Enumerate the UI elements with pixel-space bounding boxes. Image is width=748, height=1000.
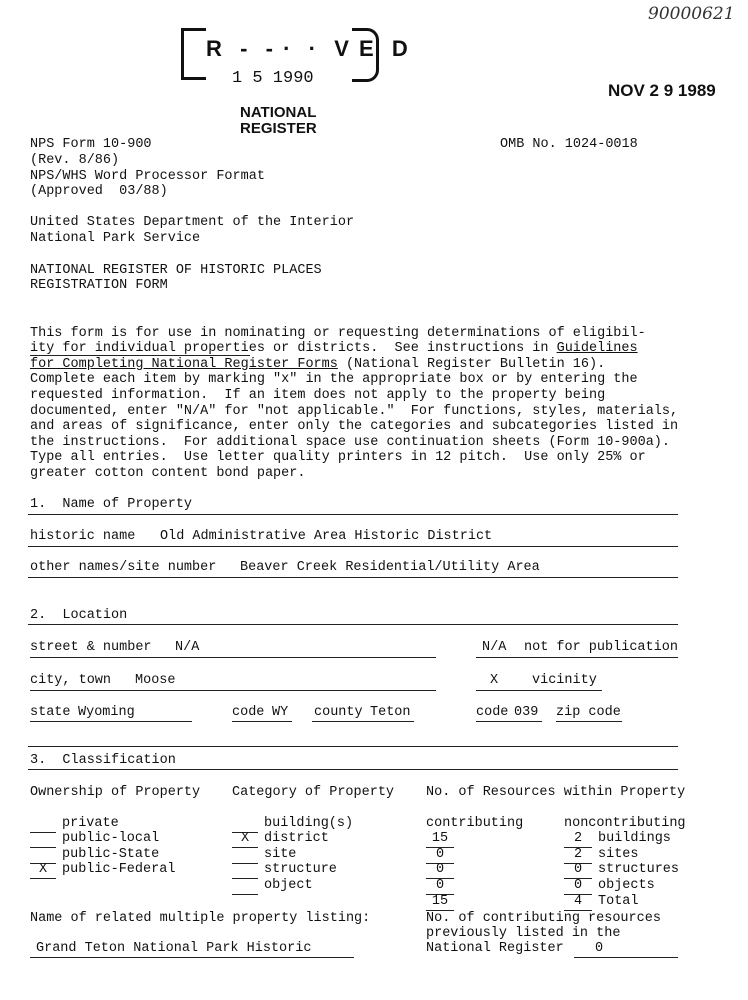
ownership-public-local-label: public-local	[62, 831, 160, 846]
form-approved: (Approved 03/88)	[30, 184, 168, 199]
noncontributing-structures[interactable]: 0	[573, 862, 583, 877]
ownership-public-local-blank	[30, 847, 56, 848]
department-line-1: United States Department of the Interior	[30, 215, 355, 230]
previously-listed-line-2: previously listed in the	[426, 926, 621, 941]
section-2-rule	[28, 624, 678, 625]
stamp-date: 1 5 1990	[232, 69, 314, 88]
category-heading: Category of Property	[232, 785, 395, 800]
not-for-publication-mark[interactable]: N/A	[482, 640, 507, 655]
resources-heading: No. of Resources within Property	[426, 785, 686, 800]
vicinity-rule	[476, 690, 602, 691]
form-revision: (Rev. 8/86)	[30, 153, 120, 168]
instructions-paragraph: This form is for use in nominating or requesting determinations of eligibil- ity for individual properties or districts. See instructions in Guidelines for Completing National Register Forms (National Register Bulletin 16). Complete each item by marking "x" in the appropriate box or by entering the requested information. If an item does not apply to the property being documented, enter "N/A" for "not applicable." For functions, styles, materials, and areas of significance, enter only the categories and subcategories listed in the instructions. For additional space use continuation sheets (Form 10-900a). Type all entries. Use letter quality printers in 12 pitch. Use only 25% or greater cotton content bond paper.	[30, 325, 679, 481]
noncontributing-sites[interactable]: 2	[573, 847, 583, 862]
form-title-line-1: NATIONAL REGISTER OF HISTORIC PLACES	[30, 263, 322, 278]
state-rule	[30, 721, 192, 722]
resource-buildings-label: buildings	[598, 831, 671, 846]
contributing-objects[interactable]: 0	[435, 878, 445, 893]
previously-listed-rule	[574, 957, 678, 958]
not-for-publication-rule	[476, 657, 678, 658]
county-rule	[312, 721, 414, 722]
guidelines-underline	[30, 355, 250, 356]
section-3-heading: 3. Classification	[30, 753, 176, 768]
category-buildings-label: building(s)	[264, 816, 354, 831]
historic-name-field[interactable]: Old Administrative Area Historic District	[160, 529, 493, 544]
other-names-label: other names/site number	[30, 560, 217, 575]
stamp-register: REGISTER	[240, 120, 317, 137]
state-label: state	[30, 705, 71, 720]
state-code-field[interactable]: WY	[272, 705, 289, 720]
category-structure-blank	[232, 878, 258, 879]
form-number: NPS Form 10-900	[30, 137, 152, 152]
category-site-label: site	[264, 847, 297, 862]
county-code-rule	[476, 721, 542, 722]
form-title-line-2: REGISTRATION FORM	[30, 278, 168, 293]
resource-objects-label: objects	[598, 878, 655, 893]
street-field[interactable]: N/A	[175, 640, 200, 655]
department-line-2: National Park Service	[30, 231, 201, 246]
contributing-buildings[interactable]: 15	[431, 831, 449, 846]
other-names-field[interactable]: Beaver Creek Residential/Utility Area	[240, 560, 540, 575]
street-rule	[30, 657, 436, 658]
noncontributing-objects[interactable]: 0	[573, 878, 583, 893]
section-2-heading: 2. Location	[30, 608, 128, 623]
ownership-heading: Ownership of Property	[30, 785, 201, 800]
street-label: street & number	[30, 640, 152, 655]
state-code-rule	[232, 721, 292, 722]
contributing-total[interactable]: 15	[431, 894, 449, 909]
resource-structures-label: structures	[598, 862, 680, 877]
noncontributing-heading: noncontributing	[564, 816, 686, 831]
previously-listed-line-1: No. of contributing resources	[426, 911, 661, 926]
vicinity-mark[interactable]: X	[490, 673, 499, 688]
category-object-blank	[232, 894, 258, 895]
zip-code-label: zip code	[556, 705, 621, 720]
ownership-public-federal-mark[interactable]: X	[38, 862, 48, 877]
zip-code-rule	[556, 721, 622, 722]
other-names-rule	[28, 577, 678, 578]
ownership-public-federal-blank	[30, 878, 56, 879]
category-district-blank	[232, 847, 258, 848]
category-object-label: object	[264, 878, 313, 893]
omb-number: OMB No. 1024-0018	[500, 137, 638, 152]
category-district-mark[interactable]: X	[240, 831, 250, 846]
previously-listed-line-3: National Register	[426, 941, 564, 956]
contributing-sites[interactable]: 0	[435, 847, 445, 862]
related-listing-label: Name of related multiple property listing:	[30, 911, 371, 926]
contributing-structures[interactable]: 0	[435, 862, 445, 877]
form-format: NPS/WHS Word Processor Format	[30, 169, 265, 184]
noncontributing-total[interactable]: 4	[573, 894, 583, 909]
resource-sites-label: sites	[598, 847, 639, 862]
category-structure-label: structure	[264, 862, 337, 877]
city-label: city, town	[30, 673, 112, 688]
date-stamp-right: NOV 2 9 1989	[608, 81, 716, 100]
section-3-rule	[28, 769, 678, 770]
handwritten-reference-number: 90000621	[648, 4, 735, 24]
state-field[interactable]: Wyoming	[78, 705, 135, 720]
contributing-heading: contributing	[426, 816, 524, 831]
section-1-heading: 1. Name of Property	[30, 497, 193, 512]
resource-total-label: Total	[598, 894, 639, 909]
ownership-private-blank	[30, 832, 56, 833]
historic-name-label: historic name	[30, 529, 136, 544]
stamp-national: NATIONAL	[240, 104, 317, 121]
not-for-publication-label: not for publication	[524, 640, 678, 655]
historic-name-rule	[28, 546, 678, 547]
category-district-label: district	[264, 831, 329, 846]
county-code-label: code	[476, 705, 509, 720]
city-rule	[30, 690, 436, 691]
city-field[interactable]: Moose	[135, 673, 176, 688]
noncontributing-buildings[interactable]: 2	[573, 831, 583, 846]
vicinity-label: vicinity	[532, 673, 597, 688]
section-3-top-rule	[28, 746, 678, 747]
state-code-label: code	[232, 705, 265, 720]
ownership-public-state-label: public-State	[62, 847, 160, 862]
section-1-rule	[28, 514, 678, 515]
county-label: county	[314, 705, 363, 720]
ownership-private-label: private	[62, 816, 119, 831]
stamp-frame-left	[181, 28, 206, 80]
county-code-field[interactable]: 039	[514, 705, 539, 720]
county-field[interactable]: Teton	[370, 705, 411, 720]
ownership-public-federal-label: public-Federal	[62, 862, 176, 877]
previously-listed-count[interactable]: 0	[594, 941, 604, 956]
category-site-blank	[232, 863, 258, 864]
related-listing-rule	[30, 957, 354, 958]
stamp-received-text: R - - · · V E D	[206, 36, 410, 61]
related-listing-field[interactable]: Grand Teton National Park Historic	[36, 941, 312, 956]
